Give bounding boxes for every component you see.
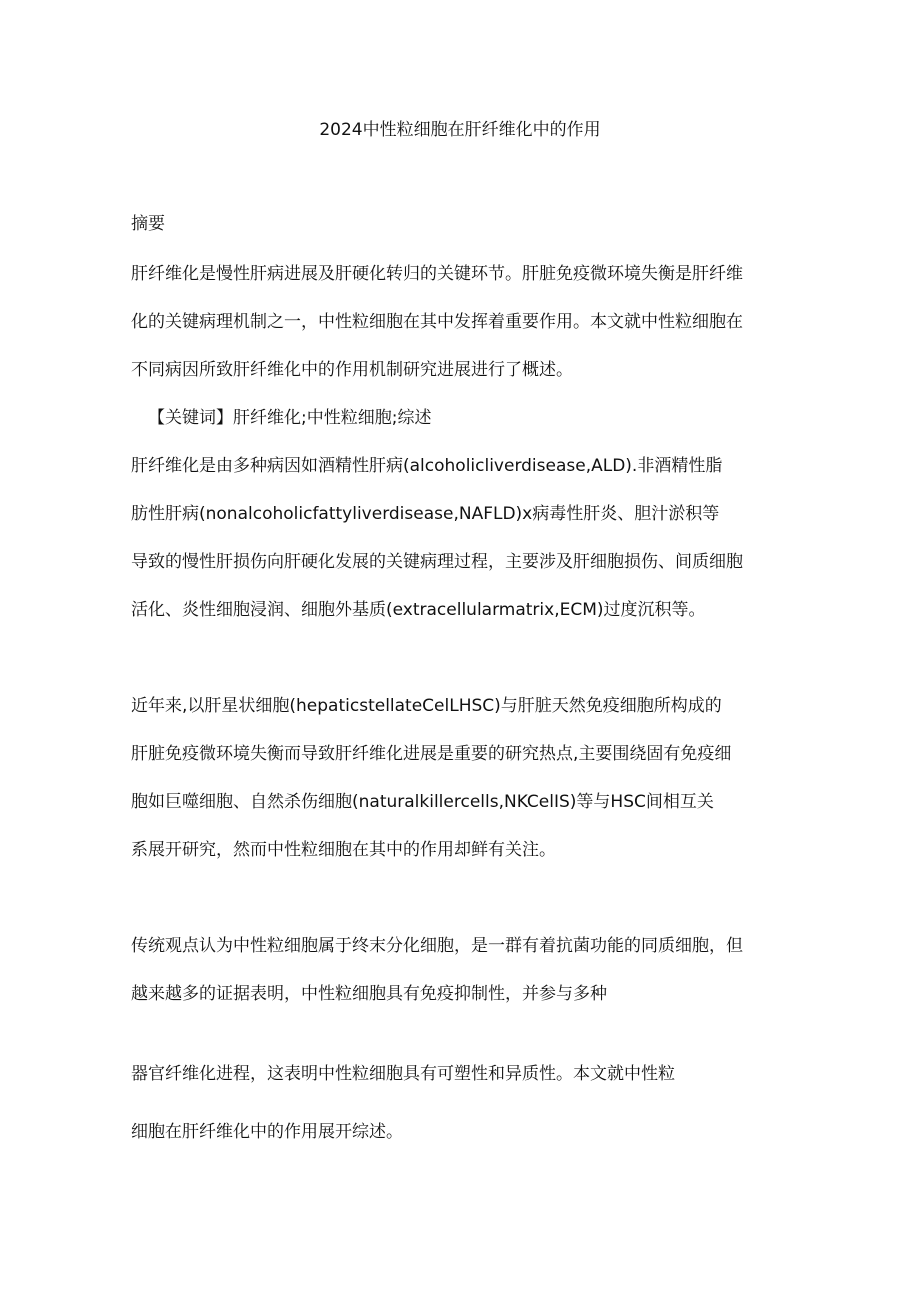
text-line: 肝脏免疫微环境失衡而导致肝纤维化进展是重要的研究热点,主要围绕固有免疫细 <box>131 744 732 764</box>
text-line: 细胞在肝纤维化中的作用展开综述。 <box>131 1122 403 1142</box>
document-title: 2024中性粒细胞在肝纤维化中的作用 <box>319 120 601 140</box>
text-line: 传统观点认为中性粒细胞属于终末分化细胞，是一群有着抗菌功能的同质细胞，但 <box>131 936 743 956</box>
text-line: 系展开研究，然而中性粒细胞在其中的作用却鲜有关注。 <box>131 840 556 860</box>
abstract-heading: 摘要 <box>131 214 165 234</box>
text-line: 化的关键病理机制之一，中性粒细胞在其中发挥着重要作用。本文就中性粒细胞在 <box>131 312 743 332</box>
text-line: 肝纤维化是慢性肝病进展及肝硬化转归的关键环节。肝脏免疫微环境失衡是肝纤维 <box>131 264 743 284</box>
text-line: 导致的慢性肝损伤向肝硬化发展的关键病理过程，主要涉及肝细胞损伤、间质细胞 <box>131 552 743 572</box>
text-line: 不同病因所致肝纤维化中的作用机制研究进展进行了概述。 <box>131 360 573 380</box>
text-line: 肝纤维化是由多种病因如酒精性肝病(alcoholicliverdisease,ALD).非酒精性脂 <box>131 456 723 476</box>
text-line: 胞如巨噬细胞、自然杀伤细胞(naturalkillercells,NKCelIS)等与HSC间相互关 <box>131 792 714 812</box>
text-line: 活化、炎性细胞浸润、细胞外基质(extracellularmatrix,ECM)过度沉积等。 <box>131 600 706 620</box>
text-line: 越来越多的证据表明，中性粒细胞具有免疫抑制性，并参与多种 <box>131 984 607 1004</box>
keywords-line: 【关键词】肝纤维化;中性粒细胞;综述 <box>148 408 432 428</box>
text-line: 近年来,以肝星状细胞(hepaticstellateCelLHSC)与肝脏天然免疫细胞所构成的 <box>131 696 722 716</box>
text-line: 肪性肝病(nonalcoholicfattyliverdisease,NAFLD)x病毒性肝炎、胆汁淤积等 <box>131 504 720 524</box>
text-line: 器官纤维化进程，这表明中性粒细胞具有可塑性和异质性。本文就中性粒 <box>131 1064 675 1084</box>
